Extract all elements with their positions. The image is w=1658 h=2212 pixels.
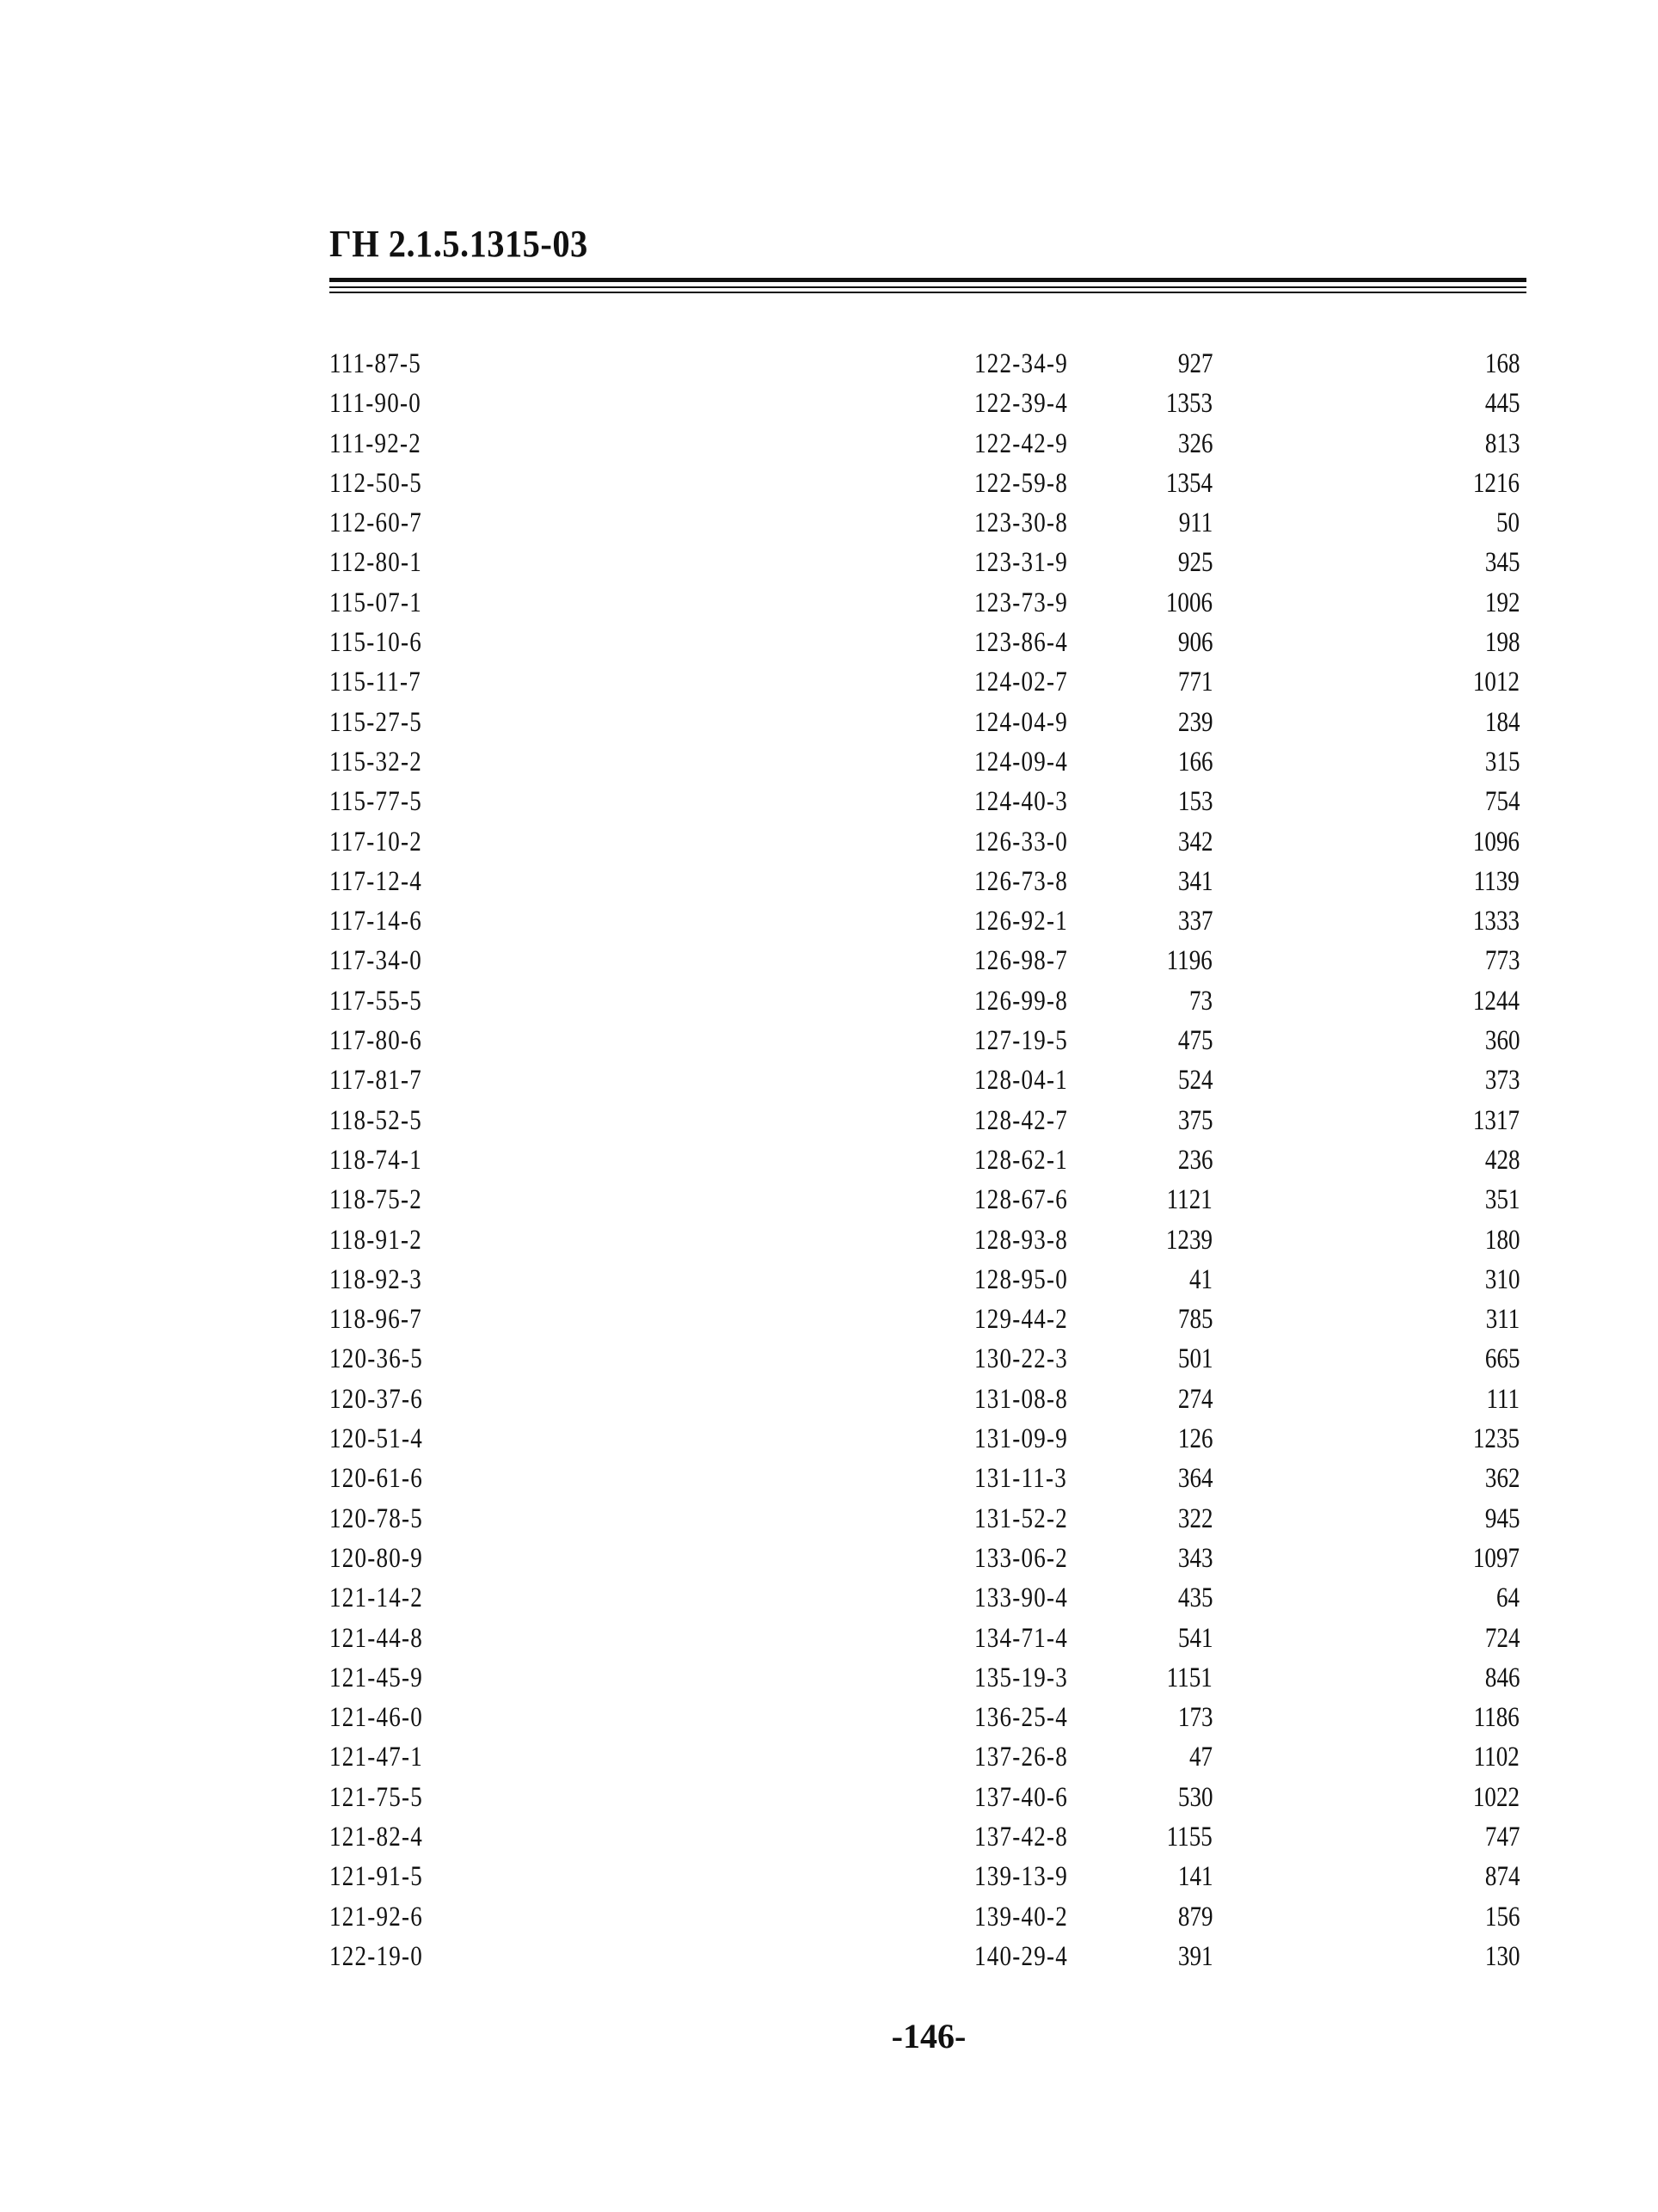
cas-number-left: 115-10-6 <box>329 627 423 659</box>
cas-number-left: 122-19-0 <box>329 1940 424 1972</box>
entry-number-left: 274 <box>1177 1383 1213 1415</box>
cas-number-left: 112-60-7 <box>329 507 423 539</box>
entry-number-left: 364 <box>1177 1463 1213 1495</box>
entry-number-left: 435 <box>1177 1582 1213 1614</box>
entry-number-right: 1097 <box>1472 1542 1520 1574</box>
table-row <box>329 1459 1526 1498</box>
cas-number-right: 137-26-8 <box>974 1742 1069 1773</box>
table-row <box>329 384 1526 423</box>
entry-number-right: 1096 <box>1472 826 1520 857</box>
entry-number-right: 1216 <box>1472 467 1520 499</box>
cas-number-right: 123-86-4 <box>974 627 1069 659</box>
table-row <box>329 1180 1526 1220</box>
table-row <box>329 1539 1526 1578</box>
entry-number-left: 341 <box>1177 865 1213 897</box>
entry-number-left: 475 <box>1177 1025 1213 1057</box>
page-number: -146- <box>891 2017 967 2055</box>
entry-number-right: 665 <box>1484 1343 1520 1375</box>
entry-number-left: 141 <box>1177 1861 1213 1893</box>
cas-number-right: 133-06-2 <box>974 1542 1069 1574</box>
table-row <box>329 1897 1526 1937</box>
entry-number-left: 1006 <box>1165 587 1213 618</box>
cas-number-right: 124-04-9 <box>974 706 1069 738</box>
entry-number-left: 911 <box>1178 507 1213 539</box>
cas-number-left: 121-91-5 <box>329 1861 424 1893</box>
table-row <box>329 424 1526 464</box>
entry-number-left: 524 <box>1177 1065 1213 1097</box>
cas-number-left: 115-11-7 <box>329 667 422 698</box>
entry-number-right: 1022 <box>1472 1781 1520 1813</box>
entry-number-right: 1102 <box>1473 1742 1520 1773</box>
entry-number-right: 945 <box>1484 1502 1520 1534</box>
table-row <box>329 1220 1526 1260</box>
entry-number-left: 530 <box>1177 1781 1213 1813</box>
cas-number-left: 121-14-2 <box>329 1582 424 1614</box>
cas-number-left: 121-46-0 <box>329 1702 424 1734</box>
table-row <box>329 1021 1526 1060</box>
entry-number-right: 754 <box>1484 786 1520 818</box>
cas-number-left: 115-77-5 <box>329 786 423 818</box>
table-row <box>329 1499 1526 1539</box>
entry-number-left: 541 <box>1177 1622 1213 1654</box>
table-row <box>329 1737 1526 1777</box>
table-row <box>329 1619 1526 1658</box>
cas-number-left: 117-80-6 <box>329 1025 423 1057</box>
entry-number-left: 1151 <box>1166 1662 1213 1693</box>
entry-number-right: 1235 <box>1472 1423 1520 1455</box>
cas-number-left: 118-52-5 <box>329 1104 423 1136</box>
cas-number-left: 120-51-4 <box>329 1423 424 1455</box>
cas-number-right: 127-19-5 <box>974 1025 1069 1057</box>
cas-number-right: 123-31-9 <box>974 547 1069 579</box>
table-row <box>329 1658 1526 1698</box>
entry-number-left: 326 <box>1177 427 1213 459</box>
table-row <box>329 1419 1526 1459</box>
cas-number-left: 121-47-1 <box>329 1742 424 1773</box>
table-row <box>329 822 1526 862</box>
entry-number-right: 130 <box>1484 1940 1520 1972</box>
cas-number-right: 128-95-0 <box>974 1263 1069 1295</box>
cas-number-left: 120-37-6 <box>329 1383 424 1415</box>
table-row <box>329 583 1526 623</box>
entry-number-left: 153 <box>1177 786 1213 818</box>
entry-number-right: 747 <box>1484 1821 1520 1853</box>
cas-number-left: 118-75-2 <box>329 1184 423 1216</box>
cas-number-right: 133-90-4 <box>974 1582 1069 1614</box>
cas-number-left: 120-80-9 <box>329 1542 424 1574</box>
cas-number-left: 120-36-5 <box>329 1343 424 1375</box>
cas-number-right: 123-30-8 <box>974 507 1069 539</box>
header-rule-thin-lower <box>329 292 1526 293</box>
cas-number-left: 118-96-7 <box>329 1304 423 1336</box>
entry-number-left: 166 <box>1177 746 1213 777</box>
entry-number-left: 1239 <box>1165 1224 1213 1256</box>
entry-number-right: 310 <box>1484 1263 1520 1295</box>
cas-number-left: 115-27-5 <box>329 706 423 738</box>
entry-number-left: 126 <box>1177 1423 1213 1455</box>
cas-number-right: 122-39-4 <box>974 388 1069 420</box>
cas-number-left: 118-74-1 <box>329 1144 423 1176</box>
entry-number-right: 315 <box>1484 746 1520 777</box>
cas-number-left: 117-55-5 <box>329 985 423 1017</box>
cas-number-left: 118-91-2 <box>329 1224 423 1256</box>
entry-number-right: 1317 <box>1472 1104 1520 1136</box>
cas-number-right: 126-33-0 <box>974 826 1069 857</box>
entry-number-left: 391 <box>1177 1940 1213 1972</box>
entry-number-right: 180 <box>1484 1224 1520 1256</box>
entry-number-right: 1333 <box>1472 906 1520 937</box>
cas-number-right: 124-09-4 <box>974 746 1069 777</box>
cas-number-right: 137-40-6 <box>974 1781 1069 1813</box>
entry-number-right: 846 <box>1484 1662 1520 1693</box>
entry-number-left: 236 <box>1177 1144 1213 1176</box>
cas-number-left: 112-80-1 <box>329 547 423 579</box>
cas-number-left: 121-92-6 <box>329 1901 424 1932</box>
table-row <box>329 1260 1526 1300</box>
cas-number-right: 139-40-2 <box>974 1901 1069 1932</box>
cas-number-left: 111-92-2 <box>329 427 422 459</box>
entry-number-left: 925 <box>1177 547 1213 579</box>
cas-number-left: 120-78-5 <box>329 1502 424 1534</box>
table-row <box>329 1817 1526 1857</box>
cas-number-right: 126-98-7 <box>974 945 1069 977</box>
entry-number-left: 173 <box>1177 1702 1213 1734</box>
entry-number-left: 906 <box>1177 627 1213 659</box>
header-rule-thin <box>329 286 1526 288</box>
cas-number-left: 117-14-6 <box>329 906 423 937</box>
entry-number-left: 343 <box>1177 1542 1213 1574</box>
cas-number-right: 129-44-2 <box>974 1304 1069 1336</box>
cas-number-right: 124-40-3 <box>974 786 1069 818</box>
table-row <box>329 1937 1526 1976</box>
table-row <box>329 623 1526 662</box>
cas-number-left: 118-92-3 <box>329 1263 423 1295</box>
header-rule-thick <box>329 278 1526 282</box>
document-header-code: ГН 2.1.5.1315-03 <box>329 223 588 265</box>
entry-number-left: 785 <box>1177 1304 1213 1336</box>
entry-number-right: 1186 <box>1473 1702 1520 1734</box>
entry-number-right: 373 <box>1484 1065 1520 1097</box>
entry-number-left: 47 <box>1188 1742 1213 1773</box>
table-row <box>329 344 1526 384</box>
entry-number-left: 239 <box>1177 706 1213 738</box>
cas-number-left: 115-07-1 <box>329 587 423 618</box>
cas-number-right: 136-25-4 <box>974 1702 1069 1734</box>
table-row <box>329 1300 1526 1339</box>
cas-number-left: 120-61-6 <box>329 1463 424 1495</box>
entry-number-right: 168 <box>1484 348 1520 379</box>
cas-number-right: 131-52-2 <box>974 1502 1069 1534</box>
table-row <box>329 1857 1526 1896</box>
entry-number-right: 50 <box>1495 507 1520 539</box>
entry-number-left: 1354 <box>1165 467 1213 499</box>
entry-number-right: 773 <box>1484 945 1520 977</box>
entry-number-right: 1139 <box>1473 865 1520 897</box>
entry-number-left: 501 <box>1177 1343 1213 1375</box>
cas-number-left: 121-44-8 <box>329 1622 424 1654</box>
cas-number-right: 131-11-3 <box>974 1463 1068 1495</box>
entry-number-left: 771 <box>1177 667 1213 698</box>
entry-number-right: 428 <box>1484 1144 1520 1176</box>
entry-number-left: 73 <box>1188 985 1213 1017</box>
entry-number-right: 445 <box>1484 388 1520 420</box>
table-row <box>329 1140 1526 1180</box>
cas-number-left: 117-12-4 <box>329 865 423 897</box>
cas-number-left: 121-75-5 <box>329 1781 424 1813</box>
entry-number-right: 192 <box>1484 587 1520 618</box>
cas-number-right: 131-09-9 <box>974 1423 1069 1455</box>
entry-number-right: 311 <box>1485 1304 1520 1336</box>
entry-number-right: 345 <box>1484 547 1520 579</box>
cas-number-left: 117-10-2 <box>329 826 423 857</box>
cas-number-right: 131-08-8 <box>974 1383 1069 1415</box>
entry-number-left: 879 <box>1177 1901 1213 1932</box>
cas-number-left: 117-81-7 <box>329 1065 423 1097</box>
entry-number-right: 198 <box>1484 627 1520 659</box>
table-row <box>329 662 1526 702</box>
table-row <box>329 901 1526 941</box>
entry-number-right: 111 <box>1486 1383 1520 1415</box>
entry-number-right: 184 <box>1484 706 1520 738</box>
table-row <box>329 862 1526 901</box>
cas-number-right: 135-19-3 <box>974 1662 1069 1693</box>
entry-number-left: 337 <box>1177 906 1213 937</box>
entry-number-left: 375 <box>1177 1104 1213 1136</box>
entry-number-right: 1012 <box>1472 667 1520 698</box>
cas-number-right: 134-71-4 <box>974 1622 1069 1654</box>
table-row <box>329 1339 1526 1379</box>
table-row <box>329 1060 1526 1100</box>
table-row <box>329 1778 1526 1817</box>
entry-number-right: 813 <box>1484 427 1520 459</box>
cas-number-right: 128-42-7 <box>974 1104 1069 1136</box>
table-row <box>329 464 1526 503</box>
cas-number-right: 140-29-4 <box>974 1940 1069 1972</box>
entry-number-left: 927 <box>1177 348 1213 379</box>
entry-number-left: 1353 <box>1165 388 1213 420</box>
table-row <box>329 1578 1526 1618</box>
cas-number-right: 122-34-9 <box>974 348 1069 379</box>
cas-number-right: 126-99-8 <box>974 985 1069 1017</box>
cas-index-table <box>329 344 1526 1976</box>
table-row <box>329 981 1526 1021</box>
cas-number-left: 115-32-2 <box>329 746 423 777</box>
cas-number-right: 128-67-6 <box>974 1184 1069 1216</box>
entry-number-left: 322 <box>1177 1502 1213 1534</box>
table-row <box>329 782 1526 821</box>
cas-number-right: 128-93-8 <box>974 1224 1069 1256</box>
cas-number-left: 111-90-0 <box>329 388 422 420</box>
entry-number-right: 724 <box>1484 1622 1520 1654</box>
table-row <box>329 543 1526 582</box>
table-row <box>329 1379 1526 1419</box>
cas-number-left: 121-45-9 <box>329 1662 424 1693</box>
cas-number-right: 130-22-3 <box>974 1343 1069 1375</box>
table-row <box>329 1101 1526 1140</box>
cas-number-right: 126-73-8 <box>974 865 1069 897</box>
entry-number-left: 41 <box>1188 1263 1213 1295</box>
cas-number-left: 121-82-4 <box>329 1821 424 1853</box>
table-row <box>329 503 1526 543</box>
table-row <box>329 1698 1526 1737</box>
cas-number-right: 137-42-8 <box>974 1821 1069 1853</box>
cas-number-left: 117-34-0 <box>329 945 423 977</box>
table-row <box>329 941 1526 980</box>
entry-number-right: 1244 <box>1472 985 1520 1017</box>
cas-number-right: 128-62-1 <box>974 1144 1069 1176</box>
cas-number-left: 111-87-5 <box>329 348 422 379</box>
cas-number-right: 122-42-9 <box>974 427 1069 459</box>
entry-number-right: 362 <box>1484 1463 1520 1495</box>
cas-number-right: 139-13-9 <box>974 1861 1069 1893</box>
cas-number-right: 123-73-9 <box>974 587 1069 618</box>
entry-number-left: 342 <box>1177 826 1213 857</box>
entry-number-left: 1121 <box>1166 1184 1213 1216</box>
entry-number-right: 351 <box>1484 1184 1520 1216</box>
table-row <box>329 703 1526 742</box>
cas-number-right: 124-02-7 <box>974 667 1069 698</box>
entry-number-right: 64 <box>1495 1582 1520 1614</box>
entry-number-left: 1196 <box>1166 945 1213 977</box>
cas-number-right: 128-04-1 <box>974 1065 1069 1097</box>
table-row <box>329 742 1526 782</box>
entry-number-right: 874 <box>1484 1861 1520 1893</box>
cas-number-right: 126-92-1 <box>974 906 1069 937</box>
entry-number-right: 360 <box>1484 1025 1520 1057</box>
cas-number-right: 122-59-8 <box>974 467 1069 499</box>
entry-number-left: 1155 <box>1166 1821 1213 1853</box>
entry-number-right: 156 <box>1484 1901 1520 1932</box>
cas-number-left: 112-50-5 <box>329 467 423 499</box>
